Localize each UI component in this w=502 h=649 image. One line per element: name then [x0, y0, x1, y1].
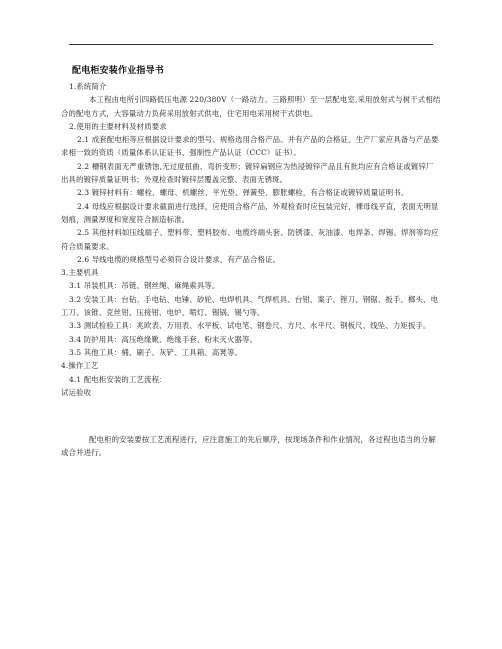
list-item: 3.5 其他工具：桶、刷子、灰铲、工具箱、高凳等。: [69, 347, 243, 357]
paragraph-process-note: 配电柜的安装要按工艺流程进行，应注意施工的先后顺序，按现场条件和作业情况，各过程也适当的分解或合并进行。: [61, 435, 436, 458]
list-item: 2.1 成套配电柜等应根据设计要求的型号、规格选用合格产品。并有产品的合格证、生产厂家应具备与产品要求相一致的资质（质量体系认证证书、强制性产品认证（CCC）证书）。: [61, 135, 439, 158]
section-heading-3: 3.主要机具: [61, 268, 99, 278]
list-item: 3.2 安装工具：台钻、手电钻、电锤、砂轮、电焊机具、气焊机具、台钳、案子、锉刀、钢锯、扳手、榔头、电工刀、该锥、克丝钳、压接钳、电炉、喷灯、锡锅、锡勺等。: [61, 294, 439, 318]
section-heading-2: 2.使用的主要材料及材质要求: [69, 121, 167, 131]
list-item: 3.1 吊装机具：吊链、钢丝绳、麻绳索具等。: [69, 281, 220, 291]
list-item: 4.1 配电柜安装的工艺流程：: [69, 374, 167, 384]
spacer: [61, 399, 441, 433]
list-item: 3.3 测试检验工具：兆欧表、万用表、水平板、试电笔、钢卷尺、方尺、水平尺、钢板尺、线坠、力矩扳手。: [69, 321, 431, 331]
list-item: 2.6 导线电缆的规格型号必须符合设计要求，有产品合格证。: [77, 254, 281, 264]
list-item: 2.4 母线应根据设计要求截面进行选择，应使用合格产品，外观检查时应包装完好，裸母线平直，表面无明显划痕，测量厚度和宽度符合制造标准。: [61, 201, 439, 224]
document-title: 配电柜安装作业指导书: [72, 66, 165, 76]
list-item: 2.3 镀锌材料有：螺栓、螺母、机螺丝、平光垫、弹簧垫、膨胀螺栓，有合格证或镀锌质量证明书。: [77, 188, 409, 198]
section-heading-1: 1.系统简介: [69, 82, 107, 91]
list-item: 2.5 其他材料如压线端子、塑料带、塑料胶布、电缆终端头套、防锈漆、灰油漆、电焊条、焊锡、焊剂等均应符合质量要求。: [61, 228, 439, 251]
document-body: [61, 80, 441, 460]
flow-label: 试运验收: [61, 387, 92, 397]
list-item: 3.4 防护用具：高压绝缘靴、绝缘手套、粉末灭火器等。: [69, 334, 258, 344]
section-heading-4: 4.操作工艺: [61, 361, 99, 371]
list-item: 2.2 槽钢表面无严重锈蚀,无过度扭曲、弯折变形；镀锌扁钢应为热浸镀锌产品且有批均应有合格证或镀锌厂出具的镀锌质量证明书；外观检查时镀锌层覆盖完整、表面无锈斑。: [61, 161, 434, 185]
header-rule: [69, 44, 433, 45]
paragraph-system-intro: 本工程由电所引四路低压电源 220/380V（一路动力、三路照明）至一层配电室,采用放射式与树干式相结合的配电方式，大容量动力负荷采用放射式供电，住宅用电采用树干式供电。: [61, 95, 441, 118]
